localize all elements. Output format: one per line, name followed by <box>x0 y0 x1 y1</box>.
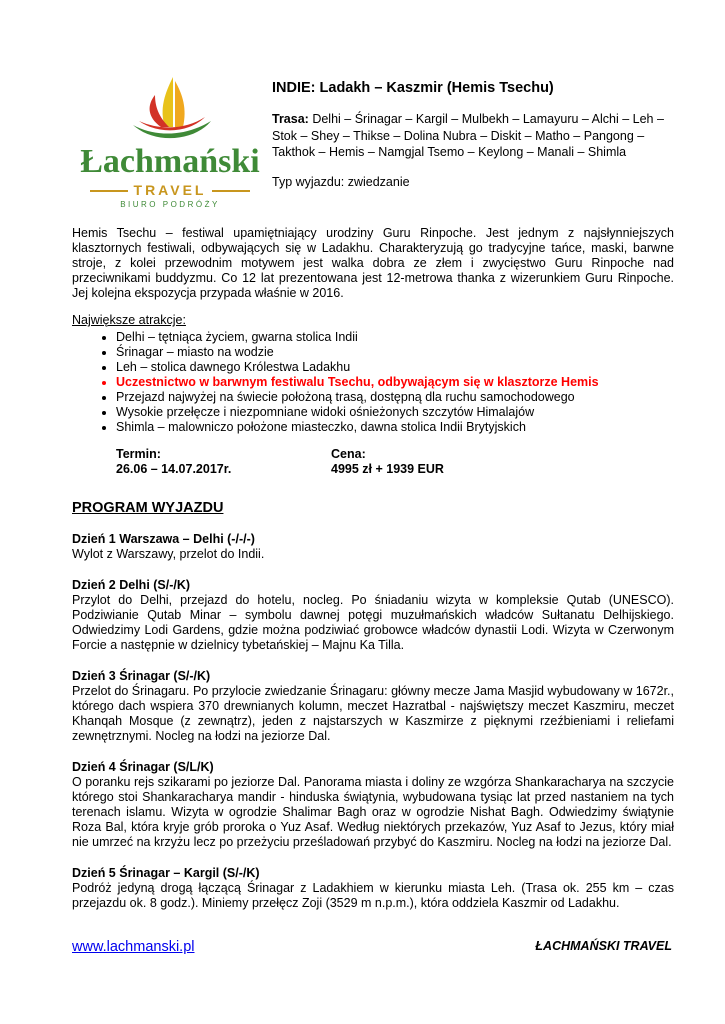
list-item: • Leh – stolica dawnego Królestwa Ladakhu <box>116 360 674 375</box>
program-heading: PROGRAM WYJAZDU <box>72 500 224 516</box>
day-title: Dzień 1 Warszawa – Delhi (-/-/-) <box>72 532 255 546</box>
attractions-heading: Największe atrakcje: <box>72 313 186 327</box>
logo-travel: TRAVEL <box>80 182 260 198</box>
terms-block <box>116 447 674 477</box>
website-link[interactable]: www.lachmanski.pl <box>72 939 195 955</box>
day-section <box>72 669 674 744</box>
list-item: • Wysokie przełęcze i niezpomniane widoki ośnieżonych szczytów Himalajów <box>116 405 674 420</box>
page-footer <box>72 939 672 955</box>
day-text: O poranku rejs szikarami po jeziorze Dal. Panorama miasta i doliny ze wzgórza Shankaracharya na szczycie którego stoi Shankaracharya mandir - hinduska świątynia, wybudowana tysiąc lat przed nastaniem na tych terenach islamu. Wizyta w ogrodzie Shalimar Bagh oraz w ogrodzie Nishat Bagh. Odwiedzimy świątynie Roza Bal, która kryje grób proroka o Yuz Asaf. Według niektórych przekazów, Yuz Asaf to Jezus, który miał nie umrzeć na krzyżu lecz po przeżyciu prześladowań przybyć do Kaszmiru. Nocleg na łodzi na jeziorze Dal. <box>72 775 674 849</box>
trip-header <box>272 80 667 189</box>
day-title: Dzień 2 Delhi (S/-/K) <box>72 578 191 592</box>
company-logo <box>80 75 260 210</box>
price-value: 4995 zł + 1939 EUR <box>331 462 444 476</box>
list-item-highlight: • Uczestnictwo w barwnym festiwalu Tsechu, odbywającym się w klasztorze Hemis <box>116 375 674 390</box>
list-item: • Shimla – malowniczo położone miasteczko, dawna stolica Indii Brytyjskich <box>116 420 674 435</box>
day-text: Podróż jedyną drogą łączącą Śrinagar z Ladakhiem w kierunku miasta Leh. (Trasa ok. 255 km – czas przejazdu ok. 8 godz.). Miniemy przełęcz Zoji (3529 m n.p.m.), która oddziela Kaszmir od Ladakhu. <box>72 881 674 910</box>
list-item: • Delhi – tętniąca życiem, gwarna stolica Indii <box>116 330 674 345</box>
document-body <box>72 226 674 911</box>
sail-boat-icon <box>125 75 215 145</box>
trip-type: Typ wyjazdu: zwiedzanie <box>272 174 410 189</box>
day-section <box>72 760 674 850</box>
trip-title: INDIE: Ladakh – Kaszmir (Hemis Tsechu) <box>272 80 554 96</box>
day-text: Wylot z Warszawy, przelot do Indii. <box>72 547 265 561</box>
list-item: • Przejazd najwyżej na świecie położoną trasą, dostępną dla ruchu samochodowego <box>116 390 674 405</box>
list-item: • Śrinagar – miasto na wodzie <box>116 345 674 360</box>
route-text: Delhi – Śrinagar – Kargil – Mulbekh – Lamayuru – Alchi – Leh – Stok – Shey – Thikse – Dolina Nubra – Diskit – Matho – Pangong – Takthok – Hemis – Namgjal Tsemo – Keylong – Manali – Shimla <box>272 112 664 159</box>
day-text: Przylot do Delhi, przejazd do hotelu, nocleg. Po śniadaniu wizyta w kompleksie Qutab (UNESCO). Podziwianie Qutab Minar – symbolu dawnej potęgi muzułmańskich władców Sułtanatu Delhijskiego. Odwiedzimy Lodi Gardens, gdzie można podziwiać grobowce władców dynastii Lodi. Wizyta w Czerwonym Forcie a następnie w dzielnicy tybetańskiej – Majnu Ka Tilla. <box>72 593 674 652</box>
termin-value: 26.06 – 14.07.2017r. <box>116 462 232 476</box>
trip-route <box>272 111 667 161</box>
day-title: Dzień 3 Śrinagar (S/-/K) <box>72 669 211 683</box>
route-label: Trasa: <box>272 112 309 126</box>
footer-brand: ŁACHMAŃSKI TRAVEL <box>535 939 672 953</box>
logo-subtitle: BIURO PODRÓŻY <box>120 200 220 209</box>
day-title: Dzień 5 Śrinagar – Kargil (S/-/K) <box>72 866 260 880</box>
day-section <box>72 866 674 911</box>
day-section <box>72 532 674 562</box>
intro-paragraph: Hemis Tsechu – festiwal upamiętniający urodziny Guru Rinpoche. Jest jednym z najsłynniejszych klasztornych festiwali, odbywających się w Ladakhu. Charakteryzują go tradycyjne tańce, maski, barwne stroje, z kolei przewodnim motywem jest walka dobra ze złem i zwycięstwo Guru Rinpoche nad przeciwnikami buddyzmu. Co 12 lat prezentowana jest 12-metrowa thanka z wizerunkiem Guru Rinpoche. Jej kolejna ekspozycja przypada właśnie w 2016. <box>72 226 674 300</box>
termin-label: Termin: <box>116 447 161 461</box>
day-text: Przelot do Śrinagaru. Po przylocie zwiedzanie Śrinagaru: główny mecze Jama Masjid wybudowany w 1672r., którego dach wspiera 370 drewnianych kolumn, meczet Hazratbal - najświętszy meczet Kaszmiru, meczet Khanqah Mosque (z zewnątrz), jeden z najstarszych w Kaszmirze z pięknymi rzeźbieniami i reliefami zewnętrznymi. Nocleg na łodzi na jeziorze Dal. <box>72 684 674 743</box>
price-label: Cena: <box>331 447 366 461</box>
logo-name: Łachmański <box>80 143 260 180</box>
attractions-list <box>72 330 674 435</box>
day-section <box>72 578 674 653</box>
day-title: Dzień 4 Śrinagar (S/L/K) <box>72 760 214 774</box>
